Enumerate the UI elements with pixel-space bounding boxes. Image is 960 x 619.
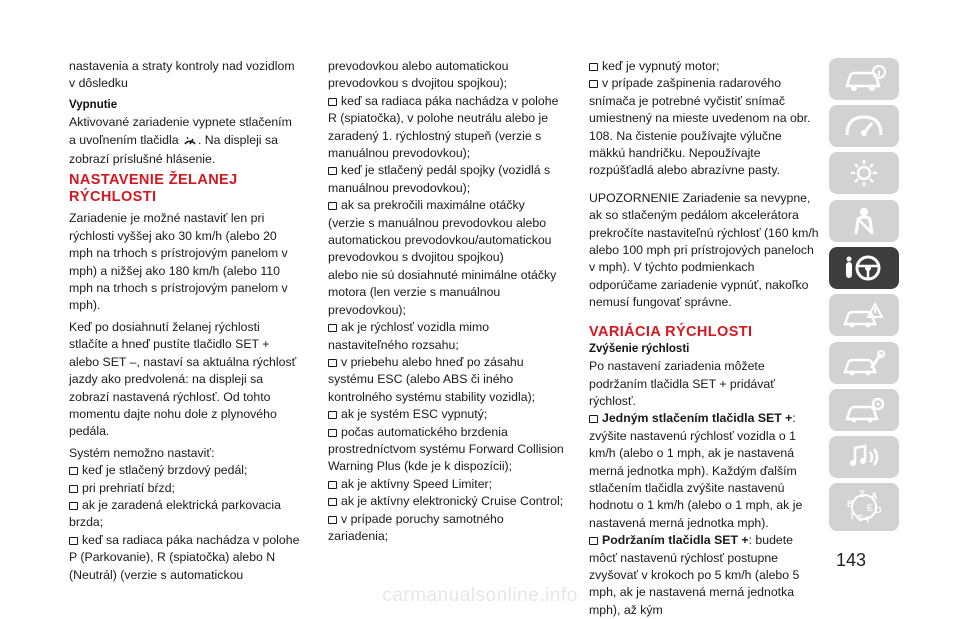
list-item: počas automatického brzdenia prostredníctvom systému Forward Collision Warning Plus (kde je k dispozícii); — [328, 424, 564, 474]
bullet-box-icon — [69, 467, 78, 475]
svg-text:T: T — [865, 515, 871, 525]
side-tab-emergency[interactable] — [829, 294, 899, 336]
bullet-box-icon — [328, 167, 337, 175]
side-tab-technical-data[interactable] — [829, 389, 899, 431]
list-item: ak je zaradená elektrická parkovacia brzda; — [69, 497, 281, 530]
bullet-box-icon — [328, 98, 337, 106]
heading-vypnutie: Vypnutie — [69, 98, 118, 111]
list-item: Jedným stlačením tlačidla SET +: zvýšite nastavenú rýchlosť vozidla o 1 km/h (alebo o 1 mph, ak je nastavená merná jednotka mph). Každým ďalším stlačením tlačidla zvýšite nastavenú hodnotu o 1 km/h (alebo o 1 mph, ak je nastavená merná jednotka mph). — [589, 411, 803, 530]
multimedia-icon — [841, 442, 887, 472]
bullet-box-icon — [589, 415, 598, 423]
list-item: keď je vypnutý motor; — [589, 58, 821, 75]
bullet-box-icon — [328, 411, 337, 419]
column-2 — [328, 58, 564, 545]
bullet-box-icon — [589, 63, 598, 71]
bullet-box-icon — [328, 359, 337, 367]
bullet-box-icon — [69, 502, 78, 510]
cruise-control-icon — [183, 134, 197, 151]
bullet-box-icon — [328, 324, 337, 332]
bullet-box-icon — [589, 537, 598, 545]
svg-text:Z: Z — [859, 489, 865, 499]
side-tab-service[interactable] — [829, 342, 899, 384]
list-item: ak je systém ESC vypnutý; — [328, 406, 564, 423]
column-1 — [69, 58, 301, 584]
side-tab-dashboard[interactable] — [829, 105, 899, 147]
bullet-box-icon — [69, 485, 78, 493]
list-item: v prípade poruchy samotného zariadenia; — [328, 511, 504, 543]
side-tab-index[interactable] — [829, 483, 899, 531]
bullet-box-icon — [328, 481, 337, 489]
paragraph: nastavenia a straty kontroly nad vozidlom v dôsledku — [69, 59, 295, 91]
technical-data-icon — [841, 395, 887, 425]
heading-variacia-rychlosti: VARIÁCIA RÝCHLOSTI — [589, 323, 753, 340]
side-tab-car-info[interactable] — [829, 58, 899, 100]
svg-text:C: C — [857, 513, 864, 523]
paragraph: prevodovkou alebo automatickou prevodovkou s dvojitou spojkou); — [328, 59, 509, 91]
svg-text:A: A — [871, 491, 878, 501]
column-3 — [589, 58, 821, 619]
side-tab-lights[interactable] — [829, 152, 899, 194]
paragraph: Keď po dosiahnutí želanej rýchlosti stlačíte a hneď pustíte tlačidlo SET + alebo SET –, nastaví sa aktuálna rýchlosť jazdy ako predvolená: na displeji sa zobrazí nastavená rýchlosť. Od tohto momentu dajte nohu dole z plynového pedála. — [69, 319, 297, 439]
list-item: pri prehriatí bŕzd; — [69, 480, 301, 497]
dashboard-icon — [841, 111, 887, 141]
svg-text:D: D — [875, 505, 882, 515]
list-item: ak sa prekročili maximálne otáčky (verzie s manuálnou prevodovkou alebo automatickou prevodovkou/automatickou prevodovkou s dvojitou spojkou) — [328, 198, 552, 265]
side-tab-safety[interactable] — [829, 200, 899, 242]
lights-icon — [841, 158, 887, 188]
bullet-box-icon — [589, 80, 598, 88]
index-icon — [841, 487, 887, 527]
list-item: ak je aktívny Speed Limiter; — [328, 476, 564, 493]
warning-note: UPOZORNENIE Zariadenie sa nevypne, ak so stlačeným pedálom akcelerátora prekročíte nastaviteľnú rýchlosť (160 km/h alebo 100 mph pri prístrojových paneloch v mph). V týchto podmienkach odporúčame zariadenie vypnúť, nakoľko nemusí fungovať správne. — [589, 190, 819, 310]
svg-text:I: I — [851, 511, 854, 521]
seatbelt-safety-icon — [841, 206, 887, 236]
list-item: keď je stlačený pedál spojky (vozidlá s manuálnou prevodovkou); — [328, 163, 551, 195]
list-item: ak je rýchlosť vozidla mimo nastaviteľného rozsahu; — [328, 320, 490, 352]
bullet-box-icon — [328, 498, 337, 506]
list-item: keď je stlačený brzdový pedál; — [69, 462, 301, 479]
bullet-box-icon — [328, 202, 337, 210]
bullet-box-icon — [328, 429, 337, 437]
paragraph: Po nastavení zariadenia môžete podržaním tlačidla SET + pridávať rýchlosť. — [589, 359, 775, 408]
page-number: 143 — [836, 550, 867, 570]
list-item: Podržaním tlačidla SET +: budete môcť nastavenú rýchlosť postupne zvyšovať v krokoch po 5 km/h (alebo 5 mph, ak je nastavená merná jednotka mph), až kým — [589, 533, 800, 617]
bullet-box-icon — [328, 516, 337, 524]
side-tab-driving-active[interactable] — [829, 247, 899, 289]
paragraph: Aktivované zariadenie vypnete stlačením a uvoľnením tlačidla . Na displeji sa zobrazí príslušné hlásenie. — [69, 115, 292, 167]
svg-text:E: E — [867, 503, 874, 513]
side-tab-multimedia[interactable] — [829, 436, 899, 478]
list-item: keď sa radiaca páka nachádza v polohe R (spiatočka), v polohe neutrálu alebo je zaradený 1. rýchlostný stupeň (verzie s manuálnou prevodovkou); — [328, 93, 559, 161]
list-item: ak je aktívny elektronický Cruise Control; — [328, 493, 564, 510]
car-service-icon — [841, 348, 887, 378]
car-emergency-icon — [841, 300, 887, 330]
list-item: keď sa radiaca páka nachádza v polohe P (Parkovanie), R (spiatočka) alebo N (Neutrál) (verzie s automatickou — [69, 532, 300, 582]
bullet-box-icon — [69, 537, 78, 545]
steering-driving-icon — [841, 253, 887, 283]
car-info-icon — [841, 64, 887, 94]
list-item: v priebehu alebo hneď po zásahu systému ESC (alebo ABS či iného kontrolného systému stability vozidla); — [328, 354, 536, 404]
paragraph: Zariadenie je možné nastaviť len pri rýchlosti vyššej ako 30 km/h (alebo 20 mph na trhoch s prístrojovým panelom v mph) a nižšej ako 180 km/h (alebo 110 mph na trhoch s prístrojovým panelom v mph). — [69, 211, 288, 313]
svg-text:B: B — [847, 499, 854, 509]
heading-zvysenie-rychlosti: Zvýšenie rýchlosti — [589, 342, 690, 355]
list-item: v prípade zašpinenia radarového snímača je potrebné vyčistiť snímač umiestnený na mieste uvedenom na obr. 108. Na čistenie používajte výlučne mäkkú handričku. Nepoužívajte rozpúšťadlá alebo abrazívne pasty. — [589, 76, 811, 178]
heading-nastavenie-zelanej-rychlosti: NASTAVENIE ŽELANEJ RÝCHLOSTI — [69, 172, 238, 206]
paragraph: Systém nemožno nastaviť: — [69, 445, 215, 460]
paragraph: alebo nie sú dosiahnuté minimálne otáčky motora (len verzie s manuálnou prevodovkou); — [328, 267, 557, 317]
watermark: carmanualsonline.info — [382, 585, 578, 606]
